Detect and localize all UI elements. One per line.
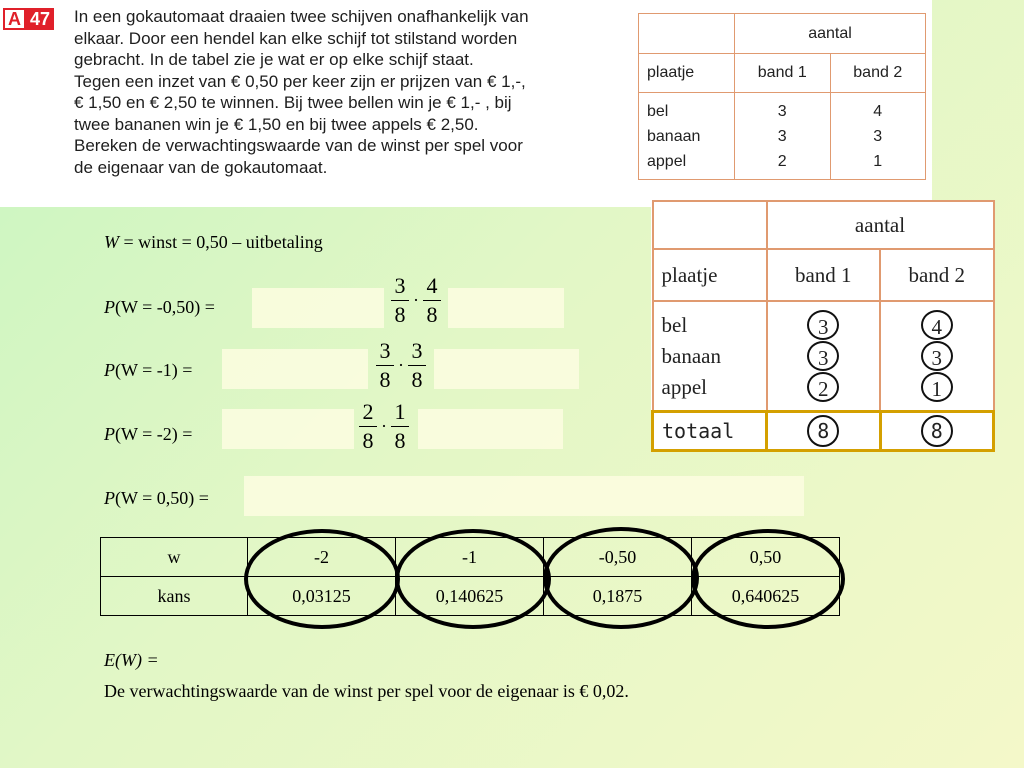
times-dot: · — [398, 355, 404, 375]
problem-line: elkaar. Door een hendel kan elke schijf tot stilstand worden — [74, 28, 518, 48]
w-value: 0,50 — [692, 538, 840, 577]
answer-mask — [252, 288, 384, 328]
w-value: -0,50 — [544, 538, 692, 577]
denominator: 8 — [394, 302, 406, 327]
circled-value: 3 — [807, 341, 839, 371]
circled-value: 2 — [807, 372, 839, 402]
exercise-number: 47 — [26, 8, 54, 30]
exercise-letter: A — [3, 8, 26, 30]
p-letter: P — [104, 488, 115, 508]
table-corner — [653, 201, 767, 249]
row-label-kans: kans — [101, 577, 248, 616]
answer-mask — [244, 476, 804, 516]
numerator: 2 — [362, 399, 374, 424]
item-bel: bel — [647, 102, 669, 120]
fraction — [423, 272, 441, 329]
total-label: totaal — [653, 412, 767, 451]
circled-value: 4 — [921, 310, 953, 340]
prob-line-2 — [104, 360, 192, 381]
w-value: -1 — [396, 538, 544, 577]
expectation-line — [104, 650, 159, 671]
fraction — [359, 398, 377, 455]
denominator: 8 — [379, 367, 391, 392]
problem-line: Tegen een inzet van € 0,50 per keer zijn er prijzen van € 1,-, — [74, 71, 526, 91]
total-band1: 8 — [807, 415, 839, 447]
total-band2: 8 — [921, 415, 953, 447]
answer-mask — [222, 349, 368, 389]
prob-label-2: (W = -1) = — [115, 360, 193, 380]
header-band2: band 2 — [830, 54, 926, 93]
cell-value: 3 — [777, 102, 787, 120]
problem-line: Bereken de verwachtingswaarde van de winst per spel voor — [74, 136, 523, 155]
p-letter: P — [104, 297, 115, 317]
fraction — [391, 398, 409, 455]
header-band2: band 2 — [880, 249, 994, 301]
annotated-count-table — [651, 200, 995, 452]
circled-value: 3 — [921, 341, 953, 371]
problem-panel — [0, 0, 632, 207]
cell-value: 2 — [777, 152, 787, 170]
table-corner — [639, 14, 735, 54]
fraction-product-3 — [359, 398, 409, 455]
p-letter: P — [104, 424, 115, 444]
numerator: 4 — [426, 273, 438, 298]
kans-value: 0,640625 — [692, 577, 840, 616]
highlight-ellipse — [691, 529, 845, 629]
item-banaan: banaan — [661, 343, 721, 368]
highlight-ellipse — [244, 529, 400, 629]
winst-definition-text: = winst = 0,50 – uitbetaling — [119, 232, 323, 252]
times-dot: · — [413, 290, 419, 310]
header-aantal: aantal — [767, 201, 994, 249]
fraction-product-2 — [376, 337, 426, 394]
item-list — [653, 301, 767, 412]
denominator: 8 — [362, 428, 374, 453]
problem-line: In een gokautomaat draaien twee schijven onafhankelijk van — [74, 7, 529, 26]
band2-values — [830, 93, 926, 180]
numerator: 1 — [394, 399, 406, 424]
scan-count-table — [638, 13, 926, 180]
item-appel: appel — [647, 152, 687, 170]
circled-value: 3 — [807, 310, 839, 340]
header-plaatje: plaatje — [653, 249, 767, 301]
band1-values — [735, 93, 831, 180]
header-aantal: aantal — [735, 14, 926, 54]
highlight-ellipse — [543, 527, 699, 629]
header-plaatje: plaatje — [639, 54, 735, 93]
row-label-w: w — [101, 538, 248, 577]
prob-line-3 — [104, 424, 192, 445]
denominator: 8 — [394, 428, 406, 453]
fraction — [408, 337, 426, 394]
problem-line: € 1,50 en € 2,50 te winnen. Bij twee bellen win je € 1,- , bij — [74, 93, 512, 112]
total-band1-cell — [767, 412, 881, 451]
highlight-ellipse — [395, 529, 551, 629]
exercise-badge — [3, 8, 54, 30]
cell-value: 3 — [873, 127, 883, 145]
fraction — [376, 337, 394, 394]
prob-label-4: (W = 0,50) = — [115, 488, 209, 508]
total-band2-cell — [880, 412, 994, 451]
problem-line: twee bananen win je € 1,50 en bij twee appels € 2,50. — [74, 114, 479, 134]
prob-label-3: (W = -2) = — [115, 424, 193, 444]
header-band1: band 1 — [735, 54, 831, 93]
answer-mask — [434, 349, 579, 389]
item-appel: appel — [661, 374, 707, 399]
circled-value: 1 — [921, 372, 953, 402]
answer-mask — [222, 409, 354, 449]
answer-mask — [448, 288, 564, 328]
numerator: 3 — [394, 273, 406, 298]
denominator: 8 — [411, 367, 423, 392]
problem-line: de eigenaar van de gokautomaat. — [74, 157, 328, 177]
denominator: 8 — [426, 302, 438, 327]
prob-line-1 — [104, 297, 215, 318]
header-band1: band 1 — [767, 249, 881, 301]
problem-line: gebracht. In de tabel zie je wat er op elke schijf staat. — [74, 50, 474, 69]
prob-line-4 — [104, 488, 209, 509]
times-dot: · — [381, 416, 387, 436]
cell-value: 3 — [777, 127, 787, 145]
answer-mask — [418, 409, 563, 449]
band2-values — [880, 301, 994, 412]
item-banaan: banaan — [647, 127, 701, 145]
item-bel: bel — [661, 312, 688, 337]
item-list — [639, 93, 735, 180]
kans-value: 0,03125 — [248, 577, 396, 616]
kans-value: 0,140625 — [396, 577, 544, 616]
w-value: -2 — [248, 538, 396, 577]
w-variable: W — [104, 232, 119, 252]
numerator: 3 — [411, 338, 423, 363]
band1-values — [767, 301, 881, 412]
numerator: 3 — [379, 338, 391, 363]
fraction-product-1 — [391, 272, 441, 329]
cell-value: 1 — [873, 152, 883, 170]
problem-text — [74, 6, 614, 178]
p-letter: P — [104, 360, 115, 380]
cell-value: 4 — [873, 102, 883, 120]
fraction — [391, 272, 409, 329]
kans-value: 0,1875 — [544, 577, 692, 616]
conclusion-line: De verwachtingswaarde van de winst per spel voor de eigenaar is € 0,02. — [104, 681, 629, 701]
prob-label-1: (W = -0,50) = — [115, 297, 215, 317]
expectation-label: E(W) = — [104, 650, 159, 670]
winst-definition — [104, 232, 323, 253]
